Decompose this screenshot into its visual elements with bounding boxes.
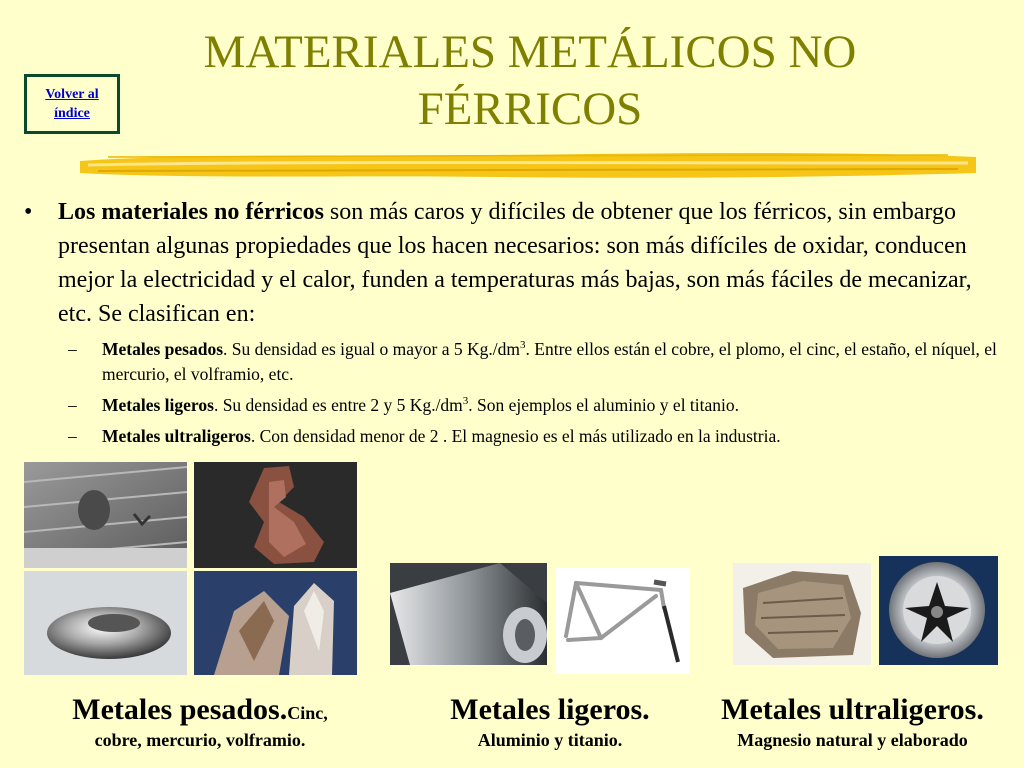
intro-bold: Los materiales no férricos: [58, 199, 324, 225]
caption-heavy-metals: Metales pesados.Cinc, cobre, mercurio, volframio.: [72, 693, 328, 750]
aluminium-foil-photo: [390, 563, 547, 665]
intro-text: son más caros y difíciles de obtener que los férricos, sin embargo presentan algunas propiedades que los hacen necesarios: son más difíciles de oxidar, conducen mejor la electricidad y el calor, funden a temperaturas más bajas, son más fáciles de mecanizar, etc. Se clasifican en:: [58, 199, 972, 327]
magnesium-wheel-photo: [879, 556, 998, 665]
zinc-photo: [24, 462, 187, 568]
mercury-photo: [24, 571, 187, 675]
titanium-bike-frame-photo: [556, 568, 690, 674]
magnesium-mineral-photo: [733, 563, 871, 665]
category-ultralight: – Metales ultraligeros. Con densidad menor de 2 . El magnesio es el más utilizado en la industria.: [68, 426, 781, 446]
tungsten-crystal-photo: [194, 571, 357, 675]
caption-light-metals: Metales ligeros. Aluminio y titanio.: [450, 693, 650, 750]
intro-bullet: • Los materiales no férricos son más caros y difíciles de obtener que los férricos, sin embargo presentan algunas propiedades que los hacen necesarios: son más difíciles de oxidar, conducen mejor la electricidad y el calor, funden a temperaturas más bajas, son más fáciles de mecanizar, etc. Se clasifican en:: [24, 199, 972, 327]
page-title: MATERIALES METÁLICOS NO FÉRRICOS: [203, 26, 857, 135]
back-link-line2[interactable]: índice: [54, 106, 90, 121]
back-link-line1[interactable]: Volver al: [45, 87, 99, 102]
caption-ultralight-metals: Metales ultraligeros. Magnesio natural y elaborado: [721, 693, 984, 750]
copper-photo: [194, 462, 357, 568]
category-heavy: – Metales pesados. Su densidad es igual o mayor a 5 $Kg./dm^3$. Entre ellos están el cobre, el plomo, el cinc, el estaño, el níquel, el mercurio, el volframio, etc.: [68, 339, 997, 384]
category-light: – Metales ligeros. Su densidad es entre 2 y 5 $Kg./dm^3$. Son ejemplos el aluminio y el titanio.: [68, 395, 740, 415]
back-to-index-button[interactable]: [24, 74, 120, 134]
yellow-brush-stroke: [78, 143, 978, 187]
main-content: [24, 195, 999, 449]
